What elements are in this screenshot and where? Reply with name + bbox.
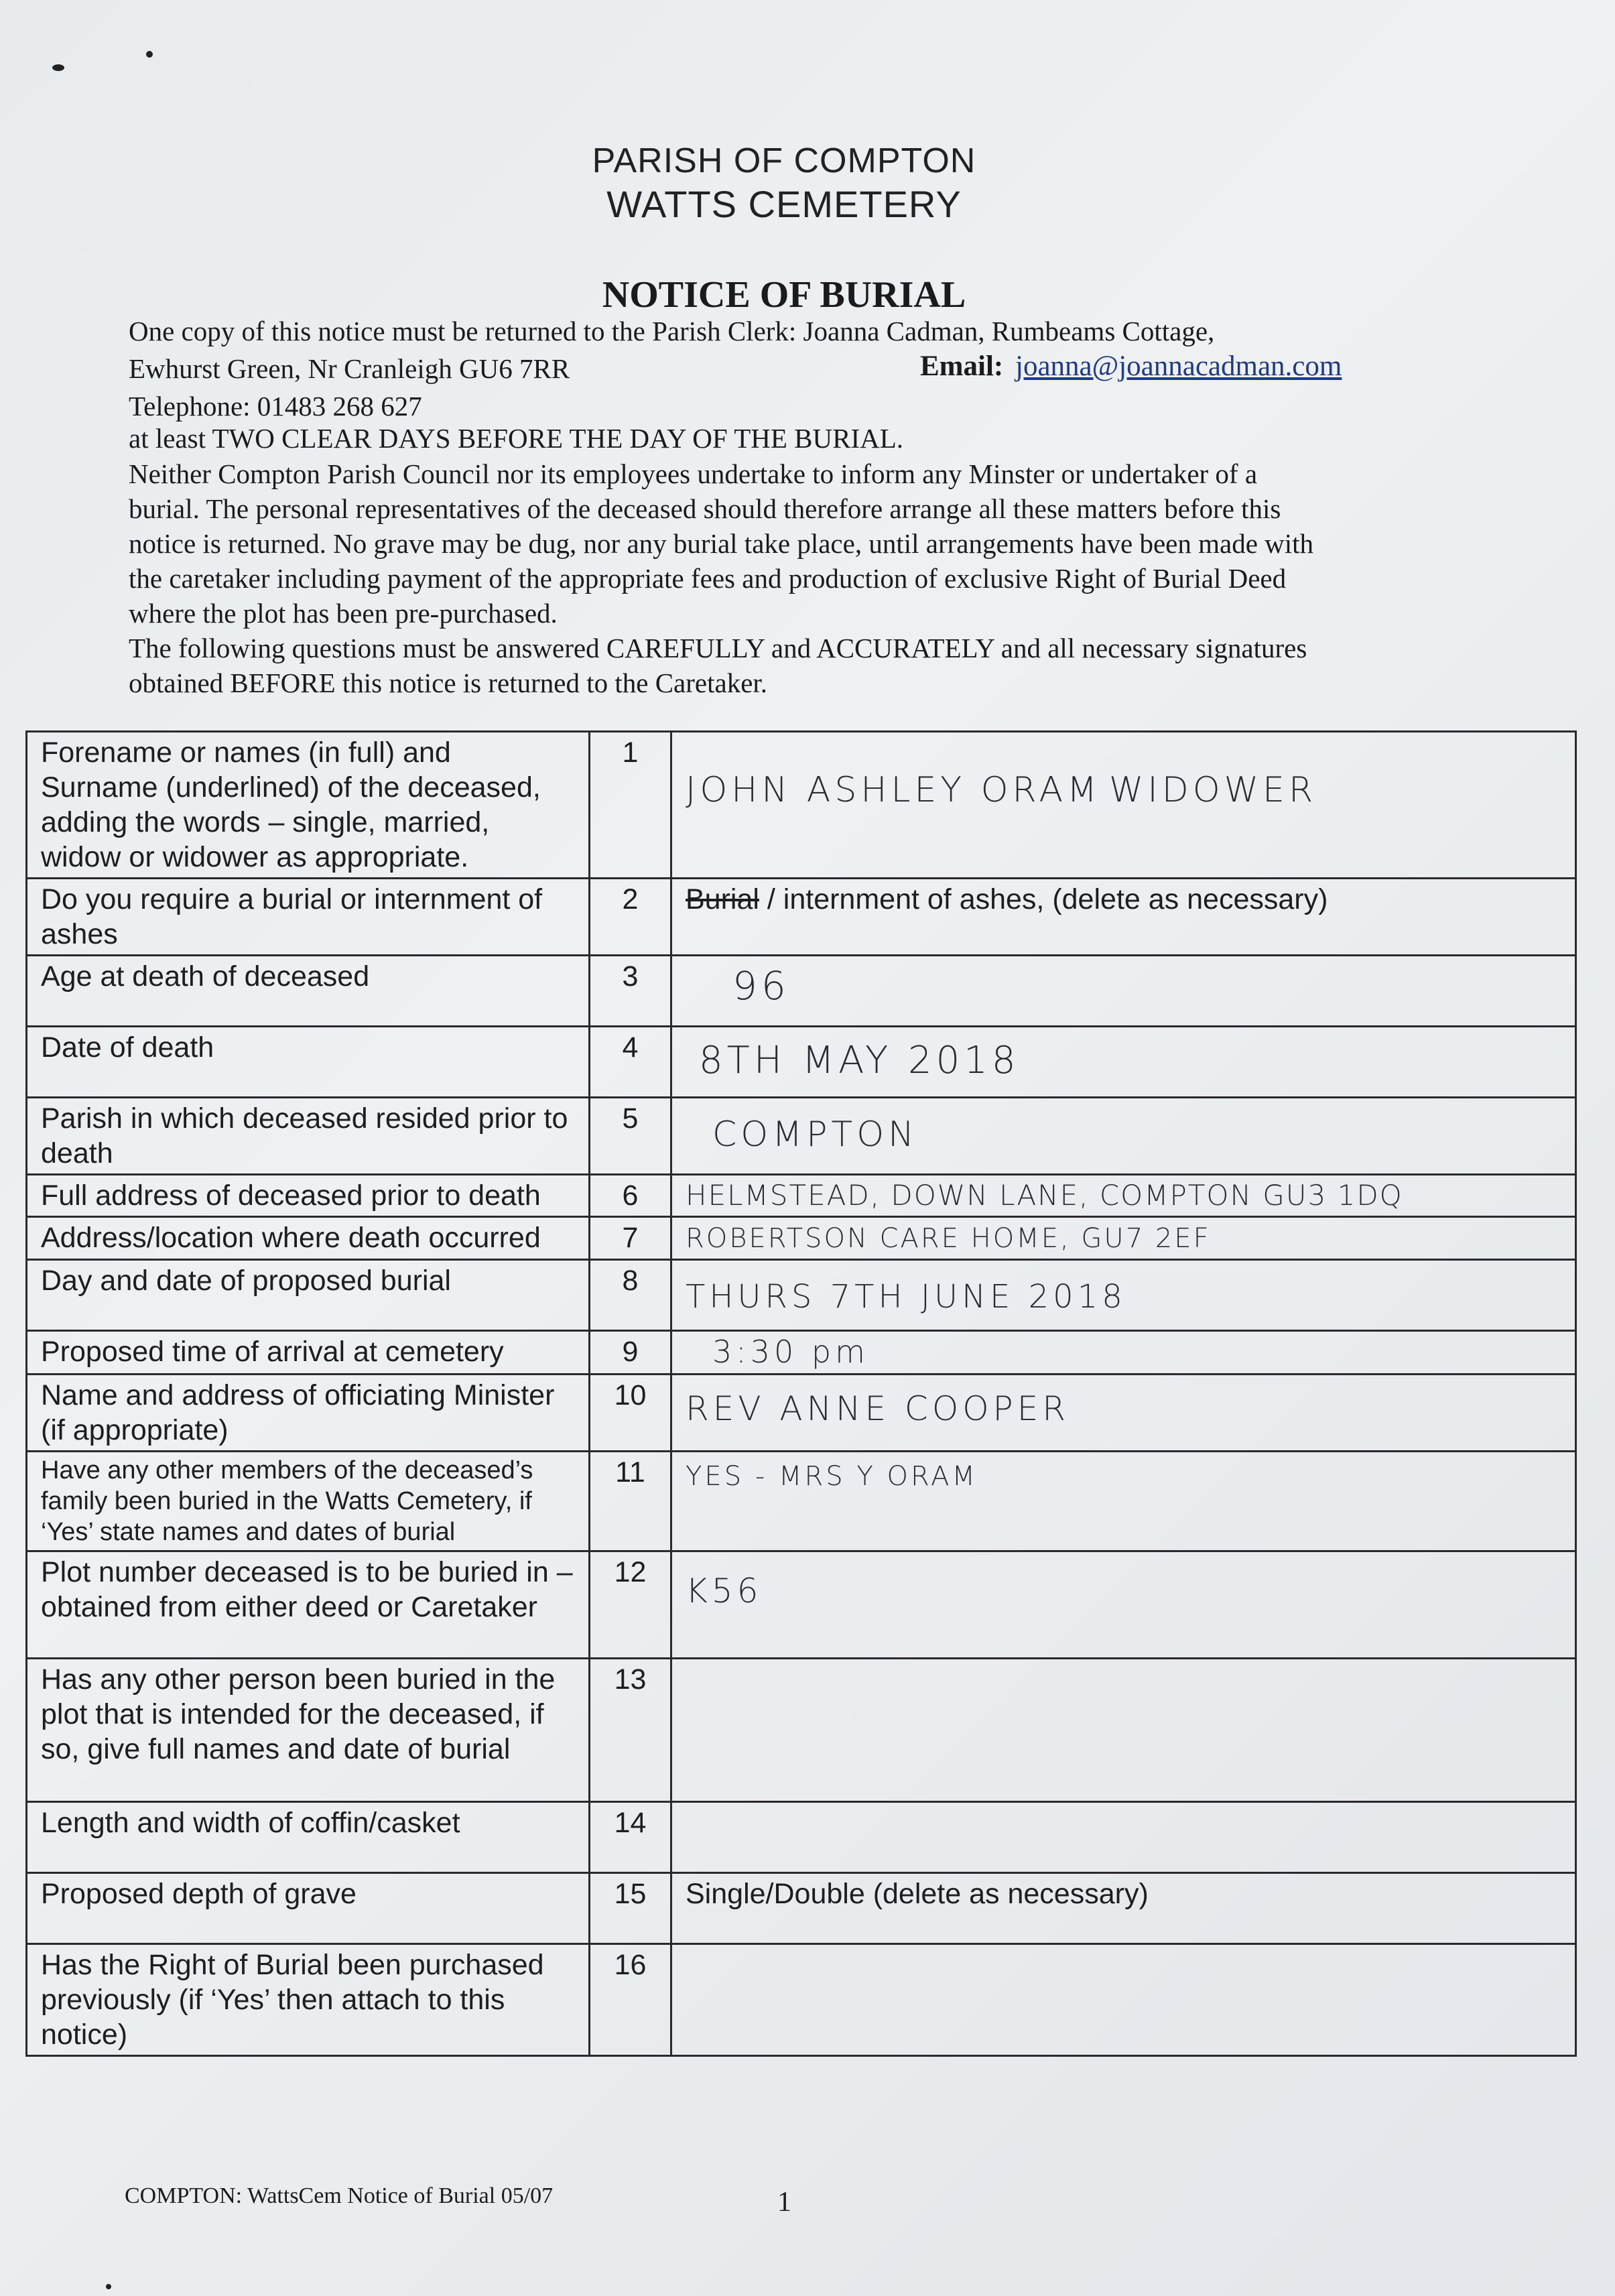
question-number: 2 [590,879,671,956]
question-cell: Day and date of proposed burial [27,1260,590,1331]
answer-text: THURS 7TH JUNE 2018 [686,1278,1126,1316]
intro-paragraph-line: burial. The personal representatives of the deceased should therefore arrange all these matters before this [129,493,1281,524]
question-cell: Parish in which deceased resided prior to death [27,1098,590,1175]
question-cell: Full address of deceased prior to death [27,1175,590,1217]
paper-speck [52,64,64,71]
answer-cell[interactable] [671,1551,1576,1659]
question-number: 16 [590,1944,671,2056]
question-number: 15 [590,1873,671,1944]
question-cell: Proposed time of arrival at cemetery [27,1331,590,1375]
answer-cell[interactable] [671,1802,1576,1873]
form-row [27,1375,1576,1452]
answer-cell[interactable] [671,1375,1576,1452]
question-cell: Name and address of officiating Minister (if appropriate) [27,1375,590,1452]
intro-line-2: Ewhurst Green, Nr Cranleigh GU6 7RR [129,353,570,384]
answer-text: / internment of ashes, (delete as necessary) [759,883,1328,915]
answer-cell[interactable] [671,1944,1576,2056]
question-number: 12 [590,1551,671,1659]
answer-text: YES - MRS Y ORAM [686,1461,978,1492]
intro-deadline: at least TWO CLEAR DAYS BEFORE THE DAY OF THE BURIAL. [129,423,904,454]
struck-option: Burial [686,883,759,915]
answer-cell[interactable] [671,956,1576,1027]
answer-cell[interactable] [671,732,1576,879]
parish-title: PARISH OF COMPTON [592,141,976,180]
question-cell: Date of death [27,1027,590,1098]
question-cell: Proposed depth of grave [27,1873,590,1944]
answer-text: 3:30 pm [712,1334,869,1370]
question-number: 5 [590,1098,671,1175]
question-number: 11 [590,1452,671,1551]
answer-text: REV ANNE COOPER [686,1389,1070,1428]
notice-title: NOTICE OF BURIAL [602,274,966,316]
question-number: 1 [590,732,671,879]
answer-cell[interactable] [671,879,1576,956]
form-row [27,1098,1576,1175]
paper-speck [106,2284,111,2289]
question-cell: Do you require a burial or internment of ashes [27,879,590,956]
question-cell: Forename or names (in full) and Surname (underlined) of the deceased, adding the words – single, married, widow or widower as appropriate. [27,732,590,879]
intro-paragraph-line: where the plot has been pre-purchased. [129,598,558,629]
form-row [27,1027,1576,1098]
answer-cell[interactable]: Single/Double (delete as necessary) [671,1873,1576,1944]
answer-text: ROBERTSON CARE HOME, GU7 2EF [686,1223,1211,1254]
form-row [27,956,1576,1027]
question-number: 9 [590,1331,671,1375]
paper-speck [146,51,153,58]
intro-paragraph-line: notice is returned. No grave may be dug, nor any burial take place, until arrangements have been made with [129,528,1314,559]
answer-text: 8TH MAY 2018 [699,1039,1020,1082]
question-number: 13 [590,1659,671,1802]
answer-text: COMPTON [712,1114,919,1155]
question-cell: Length and width of coffin/casket [27,1802,590,1873]
intro-paragraph-line: the caretaker including payment of the appropriate fees and production of exclusive Right of Burial Deed [129,563,1287,594]
form-row [27,1944,1576,2056]
intro-line-1: One copy of this notice must be returned to the Parish Clerk: Joanna Cadman, Rumbeams Cottage, [129,316,1215,346]
form-row [27,1659,1576,1802]
question-number: 14 [590,1802,671,1873]
answer-cell[interactable] [671,1027,1576,1098]
question-cell: Age at death of deceased [27,956,590,1027]
form-row [27,1175,1576,1217]
answer-cell[interactable] [671,1659,1576,1802]
form-row [27,732,1576,879]
answer-cell[interactable] [671,1331,1576,1375]
question-number: 6 [590,1175,671,1217]
answer-text: 96 [732,963,790,1009]
question-cell: Has the Right of Burial been purchased previously (if ‘Yes’ then attach to this notice) [27,1944,590,2056]
form-row [27,1551,1576,1659]
question-number: 10 [590,1375,671,1452]
burial-form-table [25,730,1577,2057]
intro-paragraph-line: obtained BEFORE this notice is returned to the Caretaker. [129,667,768,698]
answer-text: HELMSTEAD, DOWN LANE, COMPTON GU3 1DQ [686,1179,1403,1212]
cemetery-title: WATTS CEMETERY [606,183,962,225]
question-number: 8 [590,1260,671,1331]
answer-text: JOHN ASHLEY ORAM [686,770,1101,810]
answer-text: K56 [686,1572,763,1610]
question-number: 4 [590,1027,671,1098]
answer-cell[interactable] [671,1098,1576,1175]
question-number: 7 [590,1217,671,1260]
form-row [27,1260,1576,1331]
form-row [27,879,1576,956]
footer-reference: COMPTON: WattsCem Notice of Burial 05/07 [125,2183,554,2208]
page-number: 1 [777,2187,791,2218]
answer-cell[interactable] [671,1452,1576,1551]
intro-paragraph-line: Neither Compton Parish Council nor its employees undertake to inform any Minster or undertaker of a [129,458,1258,489]
form-row [27,1452,1576,1551]
answer-cell[interactable] [671,1175,1576,1217]
question-number: 3 [590,956,671,1027]
intro-paragraph-line: The following questions must be answered CAREFULLY and ACCURATELY and all necessary signatures [129,633,1307,663]
question-cell: Has any other person been buried in the plot that is intended for the deceased, if so, give full names and date of burial [27,1659,590,1802]
form-row [27,1873,1576,1944]
email-link[interactable]: joanna@joannacadman.com [1015,350,1342,382]
answer-cell[interactable] [671,1260,1576,1331]
question-cell: Address/location where death occurred [27,1217,590,1260]
question-cell: Plot number deceased is to be buried in – obtained from either deed or Caretaker [27,1551,590,1659]
form-row [27,1217,1576,1260]
answer-text-status: WIDOWER [1108,770,1317,810]
answer-cell[interactable] [671,1217,1576,1260]
email-label: Email: [920,350,1004,382]
form-row [27,1331,1576,1375]
telephone-line: Telephone: 01483 268 627 [129,391,422,422]
question-cell: Have any other members of the deceased’s family been buried in the Watts Cemetery, if ‘Yes’ state names and dates of burial [27,1452,590,1551]
form-row [27,1802,1576,1873]
